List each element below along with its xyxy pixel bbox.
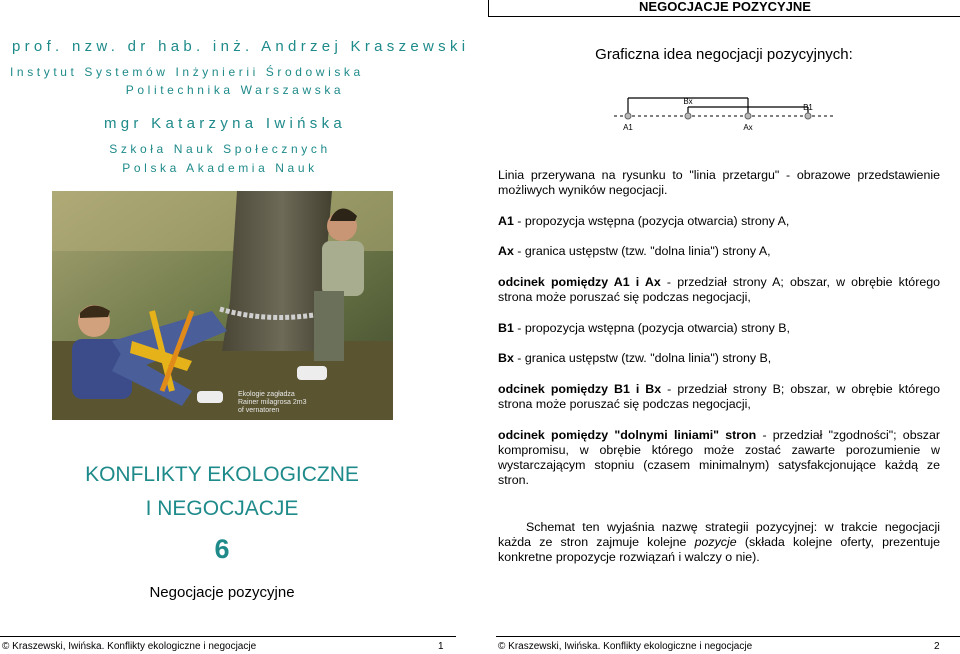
coauthor-name: mgr Katarzyna Iwińska <box>103 115 347 132</box>
lecture-number: 6 <box>214 534 230 564</box>
footer-rule-right <box>496 636 960 637</box>
term-ax: Ax <box>498 244 514 258</box>
bargaining-diagram <box>604 92 844 136</box>
definition-zopa <box>498 428 940 488</box>
school-line-1: Szkoła Nauk Społecznych <box>109 142 331 156</box>
school-line-2: Polska Akademia Nauk <box>122 161 318 175</box>
author-name: prof. nzw. dr hab. inż. Andrzej Kraszewski <box>12 38 470 55</box>
definition-range-b <box>498 382 940 412</box>
desc-range-a: - przedział strony A; obszar, w obrębie którego strona może poruszać się podczas negocjacji, <box>498 275 940 304</box>
header-title: NEGOCJACJE POZYCYJNE <box>488 0 960 17</box>
desc-ax: - granica ustępstw (tzw. "dolna linia") strony A, <box>513 244 771 258</box>
title-line-1: KONFLIKTY EKOLOGICZNE <box>85 463 359 486</box>
footer-left-text: © Kraszewski, Iwińska. Konflikty ekologiczne i negocjacje <box>2 641 257 652</box>
term-bx: Bx <box>498 351 514 365</box>
definition-range-a <box>498 275 940 305</box>
label-ax: Ax <box>743 123 753 132</box>
footer-right-page: 2 <box>934 641 940 652</box>
definition-a1 <box>498 214 940 229</box>
footer-rule-left <box>0 636 456 637</box>
desc-range-b: - przedział strony B; obszar, w obrębie którego strona może poruszać się podczas negocjacji, <box>498 382 941 411</box>
paragraph-bargaining-line: Linia przerywana na rysunku to "linia przetargu" - obrazowe przedstawienie możliwych wyników negocjacji. <box>498 168 940 197</box>
term-b1: B1 <box>498 321 514 335</box>
section-title: Graficzna idea negocjacji pozycyjnych: <box>595 46 853 63</box>
desc-bx: - granica ustępstw (tzw. "dolna linia") strony B, <box>513 351 772 365</box>
subtitle: Negocjacje pozycyjne <box>149 584 295 601</box>
label-b1: B1 <box>803 103 813 112</box>
bx-marker <box>685 113 691 119</box>
term-zopa: odcinek pomiędzy "dolnymi liniami" stron <box>498 428 757 442</box>
definition-bx <box>498 351 940 366</box>
term-range-b: odcinek pomiędzy B1 i Bx <box>498 382 662 396</box>
title-line-2: I NEGOCJACJE <box>145 497 299 520</box>
definition-b1 <box>498 321 940 336</box>
strategy-text-a: Schemat ten wyjaśnia nazwę strategii pozycyjnej: w trakcie negocjacji każda ze stron zajmuje kolejne <box>498 520 940 549</box>
ax-marker <box>745 113 751 119</box>
a1-marker <box>625 113 631 119</box>
term-range-a: odcinek pomiędzy A1 i Ax <box>498 275 661 289</box>
desc-a1: - propozycja wstępna (pozycja otwarcia) strony A, <box>513 214 790 228</box>
definition-ax <box>498 244 940 259</box>
term-a1: A1 <box>498 214 514 228</box>
photo-caption: Ekologie zagładza Rainer milagrosa 2m3 of vernatoren <box>238 391 307 414</box>
institute-line-2: Politechnika Warszawska <box>125 83 345 97</box>
label-bx: Bx <box>683 97 693 106</box>
desc-b1: - propozycja wstępna (pozycja otwarcia) strony B, <box>513 321 790 335</box>
desc-zopa: - przedział "zgodności"; obszar kompromisu, w obrębie którego może zostać zawarte porozumienie w wystarczającym stopniu (czasem minimalnym) satysfakcjonujące każdą ze stron. <box>498 428 940 487</box>
paragraph-strategy <box>498 520 940 565</box>
institute-line-1: Instytut Systemów Inżynierii Środowiska <box>10 65 364 79</box>
label-a1: A1 <box>623 123 633 132</box>
footer-left-page: 1 <box>438 641 444 652</box>
strategy-italic: pozycje <box>694 535 737 549</box>
b1-marker <box>805 113 811 119</box>
footer-right-text: © Kraszewski, Iwińska. Konflikty ekologiczne i negocjacje <box>498 641 753 652</box>
strategy-text-b: (składa kolejne oferty, prezentuje konkretne propozycje rozwiązań i walczy o nie). <box>498 535 940 564</box>
cover-photo <box>52 191 393 420</box>
